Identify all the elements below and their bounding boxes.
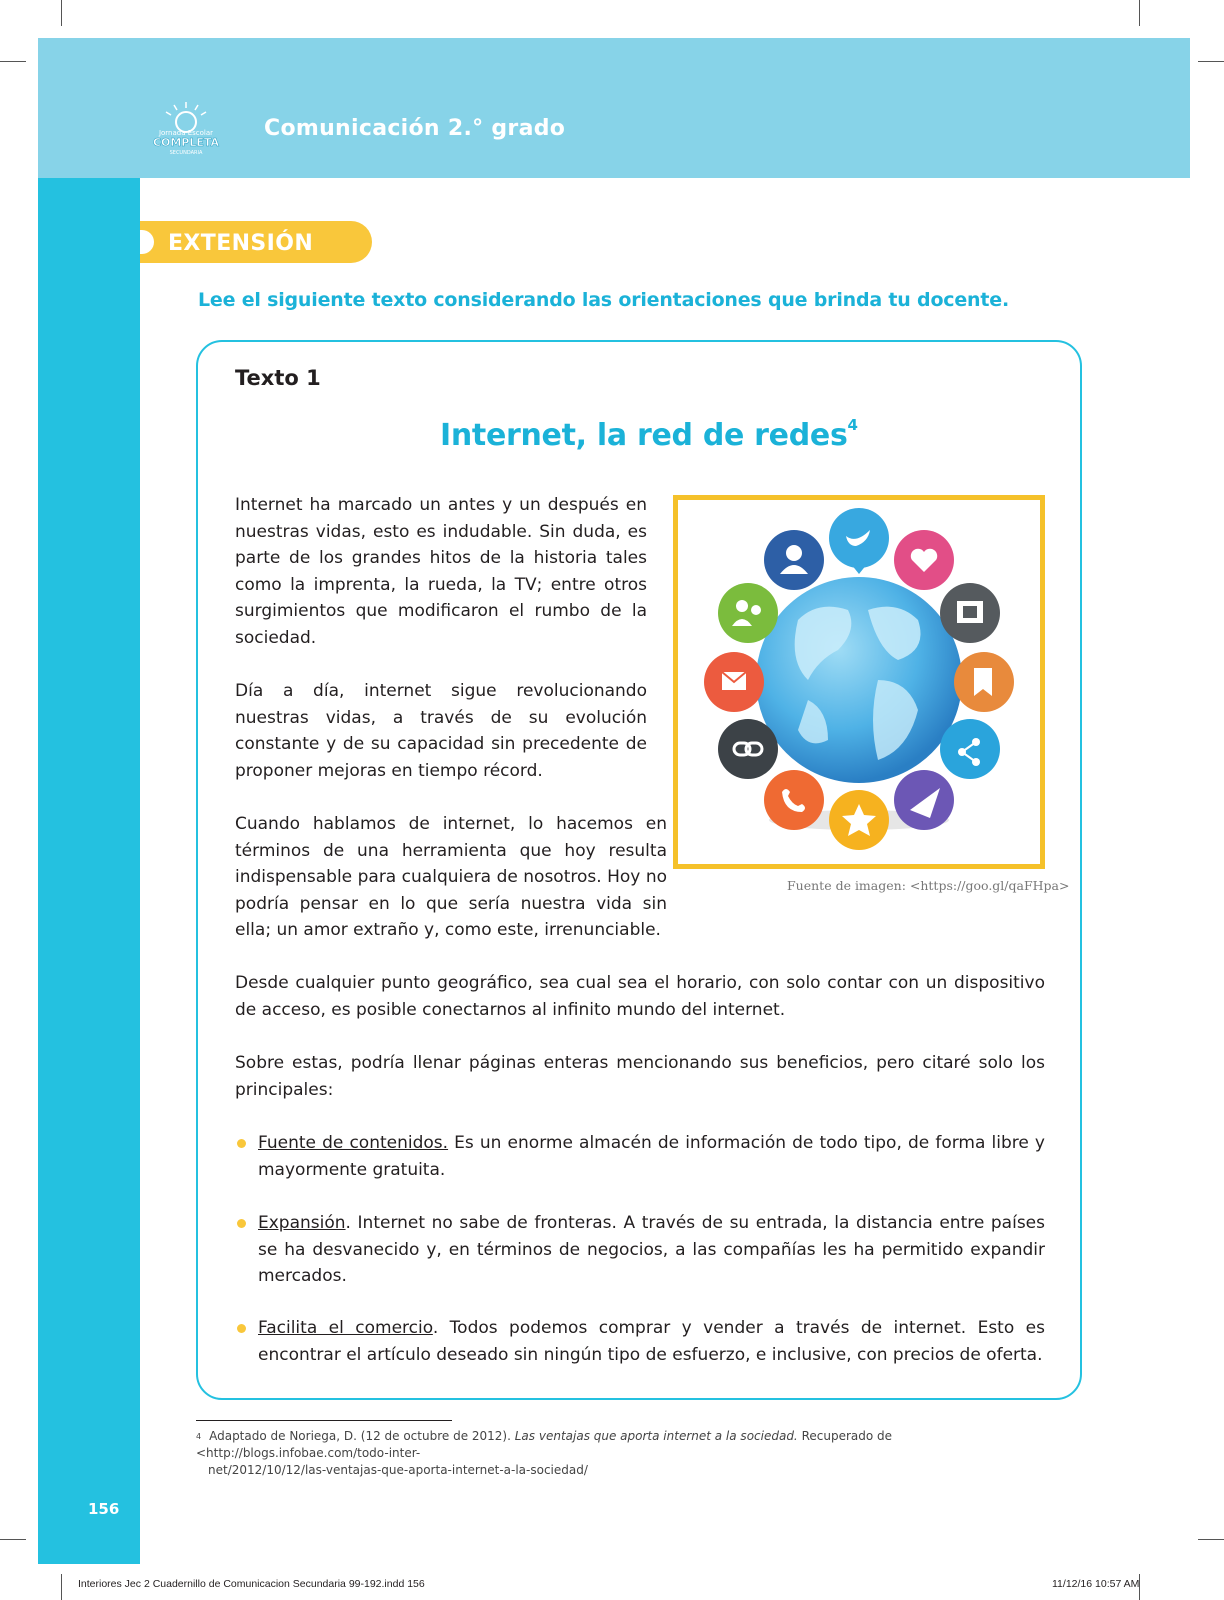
internet-illustration <box>673 495 1045 869</box>
list-item <box>258 1210 1045 1290</box>
footnote-text: Adaptado de Noriega, D. (12 de octubre de 2012). <box>209 1429 515 1443</box>
instruction: Lee el siguiente texto considerando las orientaciones que brinda tu docente. <box>198 289 1009 311</box>
paragraph: Día a día, internet sigue revolucionando nuestras vidas, a través de su evolución constante y de su capacidad sin precedente de proponer mejoras en tiempo récord. <box>235 681 647 781</box>
print-slug: Interiores Jec 2 Cuadernillo de Comunicacion Secundaria 99-192.indd 156 <box>78 1578 425 1590</box>
bullet-term: Facilita el comercio <box>258 1318 433 1338</box>
footnote-rule <box>196 1420 452 1421</box>
text-title <box>440 418 858 453</box>
link-icon <box>718 719 778 779</box>
svg-text:Jornada Escolar: Jornada Escolar <box>158 129 214 137</box>
mail-icon <box>704 652 764 712</box>
paragraph: Desde cualquier punto geográfico, sea cual sea el horario, con solo contar con un dispositivo de acceso, es posible conectarnos al infinito mundo del internet. <box>235 973 1045 1020</box>
course-title: Comunicación 2.° grado <box>264 116 566 141</box>
crop-mark <box>1139 0 1140 26</box>
star-icon <box>829 790 889 850</box>
paragraph: Internet ha marcado un antes y un después en nuestras vidas, esto es indudable. Sin duda, es parte de los grandes hitos de la historia tales como la imprenta, la rueda, la TV; entre otros surgimientos que modificaron el rumbo de la sociedad. <box>235 495 647 648</box>
list-item <box>258 1130 1045 1183</box>
group-icon <box>718 583 778 643</box>
text-label: Texto 1 <box>235 366 321 390</box>
bullet-dot <box>237 1219 246 1228</box>
film-icon <box>940 583 1000 643</box>
user-icon <box>764 530 824 590</box>
globe-icon <box>756 577 962 783</box>
text-title-label: Internet, la red de redes <box>440 418 848 453</box>
jec-logo <box>140 100 232 160</box>
svg-text:COMPLETA: COMPLETA <box>152 136 220 149</box>
share-icon <box>940 719 1000 779</box>
heart-icon <box>894 530 954 590</box>
crop-mark <box>1198 61 1224 62</box>
crop-mark <box>0 1539 26 1540</box>
bullet-dot <box>237 1324 246 1333</box>
twitter-icon <box>829 508 889 574</box>
section-label: EXTENSIÓN <box>168 231 314 256</box>
bullet-text: . Internet no sabe de fronteras. A través de su entrada, la distancia entre países se ha desvanecido y, en términos de negocios, a las compañías les ha permitido expandir mercados. <box>258 1213 1045 1286</box>
paragraph: Cuando hablamos de internet, lo hacemos en términos de una herramienta que hoy resulta indispensable para cualquiera de nosotros. Hoy no podría pensar en lo que sería nuestra vida sin ella; un amor extraño y, como este, irrenunciable. <box>235 814 667 940</box>
print-timestamp: 11/12/16 10:57 AM <box>1052 1578 1140 1590</box>
bookmark-icon <box>954 652 1014 712</box>
globe-network-image <box>678 500 1040 864</box>
send-icon <box>894 770 954 830</box>
crop-mark <box>61 1574 62 1600</box>
svg-text:SECUNDARIA: SECUNDARIA <box>169 150 203 156</box>
bullet-term: Expansión <box>258 1213 346 1233</box>
footnote-title: Las ventajas que aporta internet a la sociedad. <box>514 1429 798 1443</box>
footnote-number: 4 <box>196 1432 202 1441</box>
crop-mark <box>61 0 62 26</box>
image-caption: Fuente de imagen: <https://goo.gl/qaFHpa> <box>787 878 1070 893</box>
crop-mark <box>1198 1539 1224 1540</box>
footnote-continuation: net/2012/10/12/las-ventajas-que-aporta-internet-a-la-sociedad/ <box>208 1463 588 1477</box>
footnote-text-after: Recuperado de <http://blogs.infobae.com/todo-inter- <box>196 1429 893 1460</box>
bullet-text: . Todos podemos comprar y vender a través de internet. Esto es encontrar el artículo deseado sin ningún tipo de esfuerzo, e inclusive, con precios de oferta. <box>258 1318 1045 1365</box>
bullet-dot <box>237 1139 246 1148</box>
side-band <box>38 178 140 1564</box>
footnote <box>196 1428 1026 1479</box>
phone-icon <box>764 770 824 830</box>
list-item <box>258 1315 1045 1368</box>
bullet-text: Es un enorme almacén de información de todo tipo, de forma libre y mayormente gratuita. <box>258 1133 1045 1180</box>
bullet-term: Fuente de contenidos. <box>258 1133 449 1153</box>
footnote-mark: 4 <box>847 416 858 434</box>
crop-mark <box>0 61 26 62</box>
paragraph: Sobre estas, podría llenar páginas enteras mencionando sus beneficios, pero citaré solo los principales: <box>235 1053 1045 1100</box>
page-number: 156 <box>88 1500 120 1518</box>
